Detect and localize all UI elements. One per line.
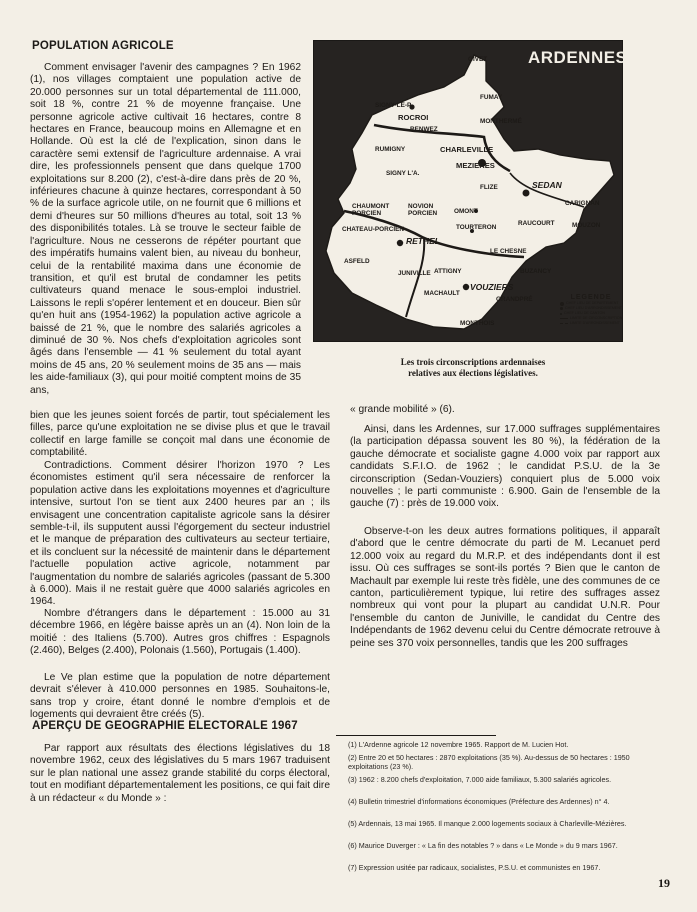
footnote: (1) L'Ardenne agricole 12 novembre 1965. Rapport de M. Lucien Hot. — [348, 740, 569, 749]
map-caption — [323, 357, 623, 378]
place-buzancy: BUZANCY — [520, 268, 552, 275]
place-grandpre: GRANDPRÉ — [496, 296, 533, 303]
place-renwez: RENWEZ — [410, 126, 438, 133]
place-signy-p: SIGNY-LE-P. — [375, 102, 413, 109]
place-rethel: RETHEL — [406, 236, 440, 246]
paragraph-population-1-end: bien que les jeunes soient forcés de partir, tout spécialement les filles, parce qu'une exploitation ne se divise plus et que le travail collectif en large famille se conçoit mal dans une économie de comptabilité. — [30, 410, 330, 459]
place-juniville: JUNIVILLE — [398, 270, 431, 277]
footnote: (2) Entre 20 et 50 hectares : 2870 exploitations (35 %). Au-dessus de 50 hectares : 1950 exploitations (23 %). — [348, 753, 630, 771]
legend-label: LIMITE DE CIRCONSCRIPTION — [570, 316, 623, 320]
legend-dash-icon — [560, 323, 568, 324]
place-rocroi: ROCROI — [398, 113, 429, 122]
paragraph-ve-plan: Le Ve plan estime que la population de notre département devrait s'élever à 410.000 personnes en 1985. Souhaitons-le, sans trop y croire, étant donné le nombre d'emplois et de logements qui devraient être créés (5). — [30, 672, 330, 721]
footnote: (7) Expression usitée par radicaux, socialistes, P.S.U. et communistes en 1967. — [348, 863, 601, 872]
legend-label: LIMITE D'ARRONDISSEMENT — [570, 321, 620, 325]
map-legend — [560, 294, 622, 340]
place-fumay: FUMAY — [480, 94, 503, 101]
place-raucourt: RAUCOURT — [518, 220, 555, 227]
legend-label: CHEF LIEU DE CANTON — [564, 311, 605, 315]
legend-label: CHEF LIEU D'ARRONDISSEMENT — [565, 306, 622, 310]
legend-title: LEGENDE — [570, 294, 612, 301]
place-le-chesne: LE CHESNE — [490, 248, 527, 255]
place-machault: MACHAULT — [424, 290, 460, 297]
page-number: 19 — [658, 876, 670, 890]
place-rumigny: RUMIGNY — [375, 146, 406, 153]
paragraph-contradictions: Contradictions. Comment désirer l'horizon 1970 ? Les économistes estiment qu'il sera nécessaire de renforcer la population active dans les exploitations moyennes et d'agriculture intensive, surtout l'on se tient aux 2400 heures par an ; ils envisagent une concentration capitaliste agricole sans la désirer semble-t-il, ils supputent aussi l'égorgement du secteur industriel et le manque de préparation des cultivateurs au secteur tertiaire, et ils concluent sur la nécessité de maintenir dans le département l'actuelle population active agricole, notamment par l'augmentation du nombre de salariés agricoles (passant de 5.300 à 6.000). Mais il ne restait guère que 4000 salariés agricoles en 1964. — [30, 460, 330, 608]
section-title-electoral: APERÇU DE GEOGRAPHIE ELECTORALE 1967 — [32, 720, 298, 732]
place-carignan: CARIGNAN — [565, 200, 600, 207]
place-mouzon: MOUZON — [572, 222, 601, 229]
place-montherme: MONTHERMÉ — [480, 118, 522, 125]
sedan-dot — [523, 190, 530, 197]
footnote: (6) Maurice Duverger : « La fin des notables ? » dans « Le Monde » du 9 mars 1967. — [348, 841, 618, 850]
paragraph-electoral-intro: Par rapport aux résultats des élections législatives du 18 novembre 1962, ceux des législatives du 5 mars 1967 traduisent sur le plan national une assez grande stabilité du corps électoral, tout en modifiant départementalement les positions, ce qui fait dire à un rédacteur « du Monde » : — [30, 743, 330, 804]
legend-row — [560, 321, 622, 326]
paragraph-autres-formations: Observe-t-on les deux autres formations politiques, il apparaît d'abord que le centre démocrate du parti de M. Lecanuet perd 12.000 voix au regard du M.R.P. et des indépendants dont il est issu. Où ces suffrages se sont-ils portés ? Bien que le canton de Machault par exemple lui reste très fidèle, une des communes de ce canton, particulièrement typique, lui retire des suffrages assez nombreux qui vont pour la plupart au candidat U.N.R. Pour l'ensemble du canton de Juniville, le candidat du Centre des Indépendants de 1962 devenu celui du Centre démocrate retrouve à peine ses 370 voix personnelles, tandis que les 200 suffrages — [350, 526, 660, 649]
place-chateau-porcien: CHATEAU-PORCIEN — [342, 226, 405, 233]
footnote: (4) Bulletin trimestriel d'informations économiques (Préfecture des Ardennes) n° 4. — [348, 797, 610, 806]
place-tourteron: TOURTERON — [456, 224, 497, 231]
place-chaumont-porcien: CHAUMONT PORCIEN — [352, 203, 390, 217]
legend-dot-icon — [560, 302, 564, 306]
legend-label: CHEF LIEU DE DEPARTEMENT — [566, 301, 619, 305]
place-omont: OMONT — [454, 208, 478, 215]
legend-line-icon — [560, 318, 568, 319]
paragraph-ardennes-suffrages: Ainsi, dans les Ardennes, sur 17.000 suffrages supplémentaires (la participation dépassa souvent les 80 %), la fédération de la gauche démocrate et socialiste gagne 4.000 voix par rapport aux candidats S.F.I.O. de 1962 ; le candidat P.S.U. de la 3e circonscription (Sedan-Vouziers) conquiert plus de 5.000 voix nouvelles ; le parti communiste : 6.900. Gain de l'ensemble de la gauche (7) : près de 19.000 voix. — [350, 424, 660, 510]
place-mezieres: MEZIERES — [456, 161, 495, 170]
map-title: ARDENNES — [528, 48, 628, 67]
place-charleville: CHARLEVILLE — [440, 145, 494, 154]
place-vouziers: VOUZIERS — [470, 282, 514, 292]
paragraph-population-1: Comment envisager l'avenir des campagnes ? En 1962 (1), nos villages comptaient une population active de 20.000 personnes sur un total départemental de 111.000, soit 18 %, contre 21 % de moyenne française. Une personne agricole active cultivait 16 hectares, contre 8 hectares en France, beaucoup moins en Allemagne et en Hollande. Où est la clé de l'explication, sinon dans le caractère semi extensif de l'agriculture ardennaise. A vrai dire, les professionnels pensent que dans quelque 1700 exploitations sur 8.200 (2), c'est-à-dire dans près de 20 %, inférieures chacune à quinze hectares, correspondant à 50 % de la surface agricole utile, on ne fournit que 6 millions et demi d'heures sur 50 millions d'heures au total, soit 13 % des disponibilités totales. Là se trouve le secteur faible de l'agriculture. Nous ne cesserons de répéter pourtant que des impératifs humains valent bien, au niveau du bonheur, celui de la rentabilité maxima dans une économie de transition, et qu'il est brutal de condamner les petits cultivateurs quand menace le sous-emploi industriel. Laissons le repli s'opérer lentement et en douceur. Bien sûr qu'en huit ans (1954-1962) la population active agricole a baissé de 21 %, que le nombre des salariés agricoles a diminué de 30 %. Nos chefs d'exploitation agricoles sont âgés dans l'ensemble — 41 % seulement du total ayant moins de 45 ans, 20 % seulement moins de 35 ans — mais les aide-familiaux (3), qui pour moitié comptent moins de 35 ans, — [30, 62, 301, 396]
place-givet: GIVET — [468, 56, 488, 63]
section-title-population: POPULATION AGRICOLE — [32, 40, 174, 52]
map-caption-line: Les trois circonscriptions ardennaises — [400, 357, 546, 367]
paragraph-grande-mobilite: « grande mobilité » (6). — [350, 404, 455, 415]
place-novion-porcien: NOVION PORCIEN — [408, 203, 438, 217]
vouziers-dot — [463, 284, 469, 290]
legend-dot-icon — [560, 313, 562, 315]
rethel-dot — [397, 240, 403, 246]
place-signy-abbaye: SIGNY L'A. — [386, 170, 420, 177]
place-asfeld: ASFELD — [344, 258, 370, 265]
footnote: (3) 1962 : 8.200 chefs d'exploitation, 7.000 aide familiaux, 5.300 salariés agricoles. — [348, 775, 612, 784]
legend-dot-icon — [560, 307, 563, 310]
place-sedan: SEDAN — [532, 180, 562, 190]
paragraph-etrangers: Nombre d'étrangers dans le département : 15.000 au 31 décembre 1966, en légère baisse après un an (4). Non loin de la moitié : des Italiens (5.700). Autres gros chiffres : Espagnols (2.460), Belges (2.400), Polonais (1.560), Portugais (1.400). — [30, 608, 330, 657]
place-flize: FLIZE — [480, 184, 498, 191]
footnote: (5) Ardennais, 13 mai 1965. Il manque 2.000 logements sociaux à Charleville-Mézières. — [348, 819, 627, 828]
place-attigny: ATTIGNY — [434, 268, 462, 275]
map-caption-line: relatives aux élections législatives. — [408, 367, 538, 378]
footnote-divider — [336, 735, 496, 736]
place-monthois: MONTHOIS — [460, 320, 495, 327]
